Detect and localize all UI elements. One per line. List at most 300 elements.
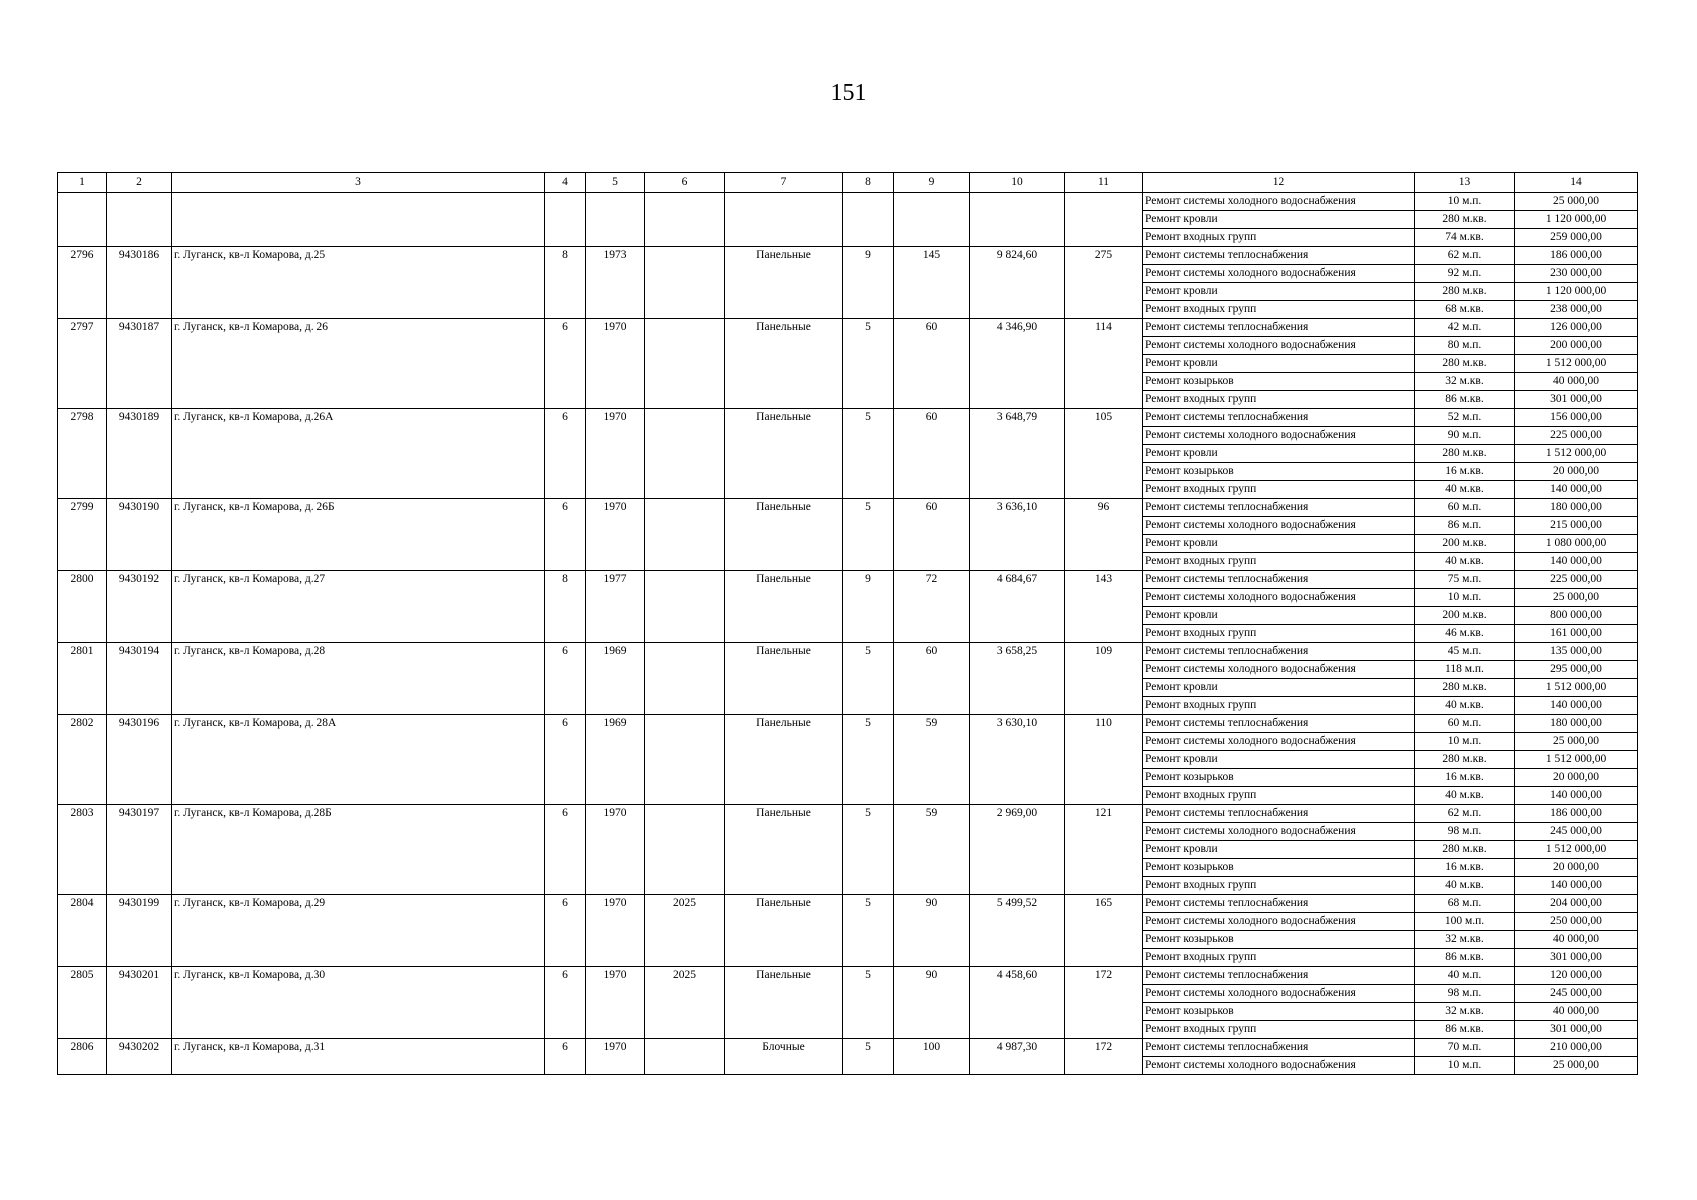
work-type-cell: Ремонт кровли: [1143, 445, 1415, 463]
work-volume-cell: 86 м.кв.: [1415, 391, 1515, 409]
year-built-cell: 1970: [586, 499, 645, 571]
work-cost-cell: 1 512 000,00: [1515, 841, 1638, 859]
work-cost-cell: 40 000,00: [1515, 931, 1638, 949]
column-header: 1: [58, 173, 107, 193]
building-code-cell: 9430192: [107, 571, 172, 643]
table-row: [58, 967, 1638, 985]
address-cell: г. Луганск, кв-л Комарова, д. 26Б: [172, 499, 545, 571]
work-cost-cell: 135 000,00: [1515, 643, 1638, 661]
work-cost-cell: 20 000,00: [1515, 769, 1638, 787]
work-type-cell: Ремонт входных групп: [1143, 1021, 1415, 1039]
work-volume-cell: 10 м.п.: [1415, 589, 1515, 607]
address-cell: г. Луганск, кв-л Комарова, д.28Б: [172, 805, 545, 895]
column-11-cell: 172: [1065, 1039, 1143, 1075]
wall-material-cell: Панельные: [725, 409, 843, 499]
work-cost-cell: 301 000,00: [1515, 949, 1638, 967]
work-cost-cell: 186 000,00: [1515, 805, 1638, 823]
work-volume-cell: 100 м.п.: [1415, 913, 1515, 931]
work-cost-cell: 1 512 000,00: [1515, 445, 1638, 463]
wall-material-cell: Панельные: [725, 895, 843, 967]
work-cost-cell: 250 000,00: [1515, 913, 1638, 931]
work-volume-cell: 16 м.кв.: [1415, 859, 1515, 877]
column-6-cell: [645, 1039, 725, 1075]
work-cost-cell: 301 000,00: [1515, 391, 1638, 409]
work-volume-cell: 280 м.кв.: [1415, 283, 1515, 301]
empty-cell: [58, 193, 107, 247]
area-cell: 3 636,10: [970, 499, 1065, 571]
empty-cell: [894, 193, 970, 247]
work-type-cell: Ремонт системы холодного водоснабжения: [1143, 1057, 1415, 1075]
work-volume-cell: 40 м.кв.: [1415, 553, 1515, 571]
empty-cell: [970, 193, 1065, 247]
work-volume-cell: 40 м.кв.: [1415, 877, 1515, 895]
address-cell: г. Луганск, кв-л Комарова, д. 28А: [172, 715, 545, 805]
column-9-cell: 90: [894, 967, 970, 1039]
floors-cell: 5: [843, 895, 894, 967]
row-number-cell: 2796: [58, 247, 107, 319]
column-9-cell: 60: [894, 409, 970, 499]
work-volume-cell: 90 м.п.: [1415, 427, 1515, 445]
address-cell: г. Луганск, кв-л Комарова, д.31: [172, 1039, 545, 1075]
work-type-cell: Ремонт козырьков: [1143, 1003, 1415, 1021]
work-volume-cell: 75 м.п.: [1415, 571, 1515, 589]
row-number-cell: 2797: [58, 319, 107, 409]
work-volume-cell: 16 м.кв.: [1415, 463, 1515, 481]
work-cost-cell: 140 000,00: [1515, 553, 1638, 571]
work-volume-cell: 86 м.кв.: [1415, 949, 1515, 967]
work-volume-cell: 280 м.кв.: [1415, 751, 1515, 769]
work-cost-cell: 25 000,00: [1515, 1057, 1638, 1075]
floors-cell: 5: [843, 319, 894, 409]
column-11-cell: 143: [1065, 571, 1143, 643]
work-type-cell: Ремонт кровли: [1143, 283, 1415, 301]
work-volume-cell: 62 м.п.: [1415, 805, 1515, 823]
area-cell: 4 346,90: [970, 319, 1065, 409]
area-cell: 9 824,60: [970, 247, 1065, 319]
column-header: 9: [894, 173, 970, 193]
floors-cell: 5: [843, 643, 894, 715]
row-number-cell: 2804: [58, 895, 107, 967]
column-4-cell: 6: [545, 1039, 586, 1075]
building-code-cell: 9430202: [107, 1039, 172, 1075]
area-cell: 5 499,52: [970, 895, 1065, 967]
column-number-header-row: [58, 173, 1638, 193]
work-type-cell: Ремонт системы холодного водоснабжения: [1143, 913, 1415, 931]
row-number-cell: 2800: [58, 571, 107, 643]
building-code-cell: 9430187: [107, 319, 172, 409]
work-type-cell: Ремонт входных групп: [1143, 301, 1415, 319]
table-row: [58, 409, 1638, 427]
capital-repair-table: [57, 172, 1638, 1075]
work-cost-cell: 25 000,00: [1515, 589, 1638, 607]
area-cell: 3 630,10: [970, 715, 1065, 805]
column-11-cell: 110: [1065, 715, 1143, 805]
work-volume-cell: 68 м.п.: [1415, 895, 1515, 913]
work-type-cell: Ремонт системы теплоснабжения: [1143, 643, 1415, 661]
wall-material-cell: Панельные: [725, 643, 843, 715]
area-cell: 4 987,30: [970, 1039, 1065, 1075]
work-cost-cell: 225 000,00: [1515, 571, 1638, 589]
work-type-cell: Ремонт системы холодного водоснабжения: [1143, 823, 1415, 841]
work-type-cell: Ремонт системы холодного водоснабжения: [1143, 517, 1415, 535]
work-volume-cell: 32 м.кв.: [1415, 373, 1515, 391]
work-cost-cell: 140 000,00: [1515, 787, 1638, 805]
work-volume-cell: 92 м.п.: [1415, 265, 1515, 283]
column-4-cell: 8: [545, 247, 586, 319]
address-cell: г. Луганск, кв-л Комарова, д.29: [172, 895, 545, 967]
column-4-cell: 8: [545, 571, 586, 643]
table-row: [58, 319, 1638, 337]
work-cost-cell: 1 120 000,00: [1515, 211, 1638, 229]
table-row: [58, 247, 1638, 265]
work-volume-cell: 40 м.кв.: [1415, 787, 1515, 805]
work-cost-cell: 180 000,00: [1515, 715, 1638, 733]
work-type-cell: Ремонт входных групп: [1143, 625, 1415, 643]
row-number-cell: 2806: [58, 1039, 107, 1075]
work-type-cell: Ремонт входных групп: [1143, 391, 1415, 409]
work-type-cell: Ремонт системы теплоснабжения: [1143, 715, 1415, 733]
work-type-cell: Ремонт системы холодного водоснабжения: [1143, 427, 1415, 445]
column-9-cell: 60: [894, 643, 970, 715]
year-built-cell: 1977: [586, 571, 645, 643]
column-11-cell: 275: [1065, 247, 1143, 319]
work-volume-cell: 40 м.кв.: [1415, 697, 1515, 715]
work-volume-cell: 60 м.п.: [1415, 715, 1515, 733]
column-header: 14: [1515, 173, 1638, 193]
work-type-cell: Ремонт кровли: [1143, 535, 1415, 553]
column-4-cell: 6: [545, 895, 586, 967]
building-code-cell: 9430199: [107, 895, 172, 967]
row-number-cell: 2802: [58, 715, 107, 805]
work-volume-cell: 60 м.п.: [1415, 499, 1515, 517]
table-row: [58, 499, 1638, 517]
column-header: 6: [645, 173, 725, 193]
address-cell: г. Луганск, кв-л Комарова, д.27: [172, 571, 545, 643]
work-cost-cell: 295 000,00: [1515, 661, 1638, 679]
work-volume-cell: 16 м.кв.: [1415, 769, 1515, 787]
wall-material-cell: Панельные: [725, 715, 843, 805]
work-type-cell: Ремонт системы холодного водоснабжения: [1143, 193, 1415, 211]
address-cell: г. Луганск, кв-л Комарова, д.28: [172, 643, 545, 715]
column-9-cell: 59: [894, 805, 970, 895]
year-built-cell: 1970: [586, 967, 645, 1039]
column-4-cell: 6: [545, 643, 586, 715]
empty-cell: [545, 193, 586, 247]
work-cost-cell: 800 000,00: [1515, 607, 1638, 625]
work-type-cell: Ремонт кровли: [1143, 841, 1415, 859]
row-number-cell: 2803: [58, 805, 107, 895]
work-type-cell: Ремонт козырьков: [1143, 931, 1415, 949]
work-cost-cell: 40 000,00: [1515, 1003, 1638, 1021]
row-number-cell: 2805: [58, 967, 107, 1039]
table-row: [58, 571, 1638, 589]
work-cost-cell: 230 000,00: [1515, 265, 1638, 283]
column-6-cell: [645, 319, 725, 409]
column-6-cell: [645, 643, 725, 715]
work-volume-cell: 32 м.кв.: [1415, 1003, 1515, 1021]
work-type-cell: Ремонт системы теплоснабжения: [1143, 571, 1415, 589]
year-built-cell: 1970: [586, 319, 645, 409]
column-4-cell: 6: [545, 715, 586, 805]
work-volume-cell: 98 м.п.: [1415, 985, 1515, 1003]
address-cell: г. Луганск, кв-л Комарова, д.25: [172, 247, 545, 319]
work-volume-cell: 45 м.п.: [1415, 643, 1515, 661]
row-number-cell: 2801: [58, 643, 107, 715]
column-4-cell: 6: [545, 967, 586, 1039]
wall-material-cell: Панельные: [725, 499, 843, 571]
column-11-cell: 105: [1065, 409, 1143, 499]
column-header: 10: [970, 173, 1065, 193]
column-header: 3: [172, 173, 545, 193]
year-built-cell: 1969: [586, 715, 645, 805]
work-type-cell: Ремонт системы теплоснабжения: [1143, 409, 1415, 427]
work-volume-cell: 280 м.кв.: [1415, 211, 1515, 229]
column-6-cell: [645, 499, 725, 571]
work-type-cell: Ремонт системы холодного водоснабжения: [1143, 733, 1415, 751]
building-code-cell: 9430186: [107, 247, 172, 319]
work-volume-cell: 200 м.кв.: [1415, 607, 1515, 625]
work-cost-cell: 1 512 000,00: [1515, 355, 1638, 373]
work-cost-cell: 238 000,00: [1515, 301, 1638, 319]
table-row: [58, 895, 1638, 913]
building-code-cell: 9430201: [107, 967, 172, 1039]
column-header: 8: [843, 173, 894, 193]
work-cost-cell: 140 000,00: [1515, 697, 1638, 715]
wall-material-cell: Блочные: [725, 1039, 843, 1075]
work-type-cell: Ремонт системы теплоснабжения: [1143, 895, 1415, 913]
column-6-cell: [645, 715, 725, 805]
work-cost-cell: 140 000,00: [1515, 481, 1638, 499]
building-code-cell: 9430190: [107, 499, 172, 571]
work-cost-cell: 161 000,00: [1515, 625, 1638, 643]
work-type-cell: Ремонт входных групп: [1143, 553, 1415, 571]
column-4-cell: 6: [545, 499, 586, 571]
empty-cell: [107, 193, 172, 247]
work-cost-cell: 245 000,00: [1515, 985, 1638, 1003]
work-type-cell: Ремонт входных групп: [1143, 697, 1415, 715]
address-cell: г. Луганск, кв-л Комарова, д. 26: [172, 319, 545, 409]
work-cost-cell: 245 000,00: [1515, 823, 1638, 841]
work-cost-cell: 126 000,00: [1515, 319, 1638, 337]
work-volume-cell: 10 м.п.: [1415, 193, 1515, 211]
column-6-cell: 2025: [645, 967, 725, 1039]
column-6-cell: [645, 409, 725, 499]
work-volume-cell: 40 м.п.: [1415, 967, 1515, 985]
floors-cell: 5: [843, 499, 894, 571]
empty-cell: [725, 193, 843, 247]
column-header: 7: [725, 173, 843, 193]
work-type-cell: Ремонт кровли: [1143, 679, 1415, 697]
empty-cell: [586, 193, 645, 247]
floors-cell: 5: [843, 805, 894, 895]
floors-cell: 5: [843, 1039, 894, 1075]
work-cost-cell: 25 000,00: [1515, 193, 1638, 211]
work-cost-cell: 20 000,00: [1515, 463, 1638, 481]
table-row: [58, 643, 1638, 661]
table-row: [58, 1039, 1638, 1057]
work-volume-cell: 86 м.кв.: [1415, 1021, 1515, 1039]
row-number-cell: 2798: [58, 409, 107, 499]
area-cell: 4 684,67: [970, 571, 1065, 643]
wall-material-cell: Панельные: [725, 805, 843, 895]
work-volume-cell: 46 м.кв.: [1415, 625, 1515, 643]
work-type-cell: Ремонт системы холодного водоснабжения: [1143, 589, 1415, 607]
work-cost-cell: 186 000,00: [1515, 247, 1638, 265]
year-built-cell: 1970: [586, 895, 645, 967]
empty-cell: [843, 193, 894, 247]
area-cell: 3 648,79: [970, 409, 1065, 499]
floors-cell: 5: [843, 409, 894, 499]
building-code-cell: 9430196: [107, 715, 172, 805]
work-volume-cell: 280 м.кв.: [1415, 445, 1515, 463]
year-built-cell: 1970: [586, 1039, 645, 1075]
work-volume-cell: 52 м.п.: [1415, 409, 1515, 427]
column-6-cell: [645, 247, 725, 319]
table-row: [58, 715, 1638, 733]
column-11-cell: 165: [1065, 895, 1143, 967]
work-type-cell: Ремонт кровли: [1143, 751, 1415, 769]
work-type-cell: Ремонт кровли: [1143, 211, 1415, 229]
work-volume-cell: 10 м.п.: [1415, 733, 1515, 751]
work-cost-cell: 1 512 000,00: [1515, 679, 1638, 697]
work-cost-cell: 180 000,00: [1515, 499, 1638, 517]
column-header: 13: [1415, 173, 1515, 193]
column-11-cell: 96: [1065, 499, 1143, 571]
year-built-cell: 1970: [586, 409, 645, 499]
year-built-cell: 1973: [586, 247, 645, 319]
column-9-cell: 59: [894, 715, 970, 805]
area-cell: 3 658,25: [970, 643, 1065, 715]
column-9-cell: 72: [894, 571, 970, 643]
column-header: 5: [586, 173, 645, 193]
empty-cell: [172, 193, 545, 247]
work-type-cell: Ремонт системы холодного водоснабжения: [1143, 661, 1415, 679]
work-type-cell: Ремонт входных групп: [1143, 787, 1415, 805]
column-9-cell: 100: [894, 1039, 970, 1075]
work-cost-cell: 1 080 000,00: [1515, 535, 1638, 553]
work-type-cell: Ремонт козырьков: [1143, 373, 1415, 391]
work-volume-cell: 280 м.кв.: [1415, 355, 1515, 373]
work-cost-cell: 1 120 000,00: [1515, 283, 1638, 301]
wall-material-cell: Панельные: [725, 967, 843, 1039]
work-cost-cell: 200 000,00: [1515, 337, 1638, 355]
work-type-cell: Ремонт козырьков: [1143, 859, 1415, 877]
work-type-cell: Ремонт входных групп: [1143, 877, 1415, 895]
work-type-cell: Ремонт кровли: [1143, 607, 1415, 625]
address-cell: г. Луганск, кв-л Комарова, д.30: [172, 967, 545, 1039]
work-volume-cell: 280 м.кв.: [1415, 841, 1515, 859]
work-volume-cell: 62 м.п.: [1415, 247, 1515, 265]
column-6-cell: [645, 571, 725, 643]
year-built-cell: 1969: [586, 643, 645, 715]
continuation-row: [58, 193, 1638, 211]
column-11-cell: 114: [1065, 319, 1143, 409]
work-cost-cell: 1 512 000,00: [1515, 751, 1638, 769]
table-body: [58, 193, 1638, 1075]
work-volume-cell: 86 м.п.: [1415, 517, 1515, 535]
address-cell: г. Луганск, кв-л Комарова, д.26А: [172, 409, 545, 499]
work-type-cell: Ремонт козырьков: [1143, 769, 1415, 787]
work-cost-cell: 215 000,00: [1515, 517, 1638, 535]
work-cost-cell: 156 000,00: [1515, 409, 1638, 427]
column-4-cell: 6: [545, 805, 586, 895]
column-4-cell: 6: [545, 319, 586, 409]
work-cost-cell: 25 000,00: [1515, 733, 1638, 751]
building-code-cell: 9430189: [107, 409, 172, 499]
floors-cell: 5: [843, 715, 894, 805]
column-9-cell: 90: [894, 895, 970, 967]
work-cost-cell: 301 000,00: [1515, 1021, 1638, 1039]
work-volume-cell: 98 м.п.: [1415, 823, 1515, 841]
column-11-cell: 109: [1065, 643, 1143, 715]
work-cost-cell: 210 000,00: [1515, 1039, 1638, 1057]
column-header: 12: [1143, 173, 1415, 193]
work-volume-cell: 80 м.п.: [1415, 337, 1515, 355]
work-volume-cell: 10 м.п.: [1415, 1057, 1515, 1075]
wall-material-cell: Панельные: [725, 247, 843, 319]
work-volume-cell: 74 м.кв.: [1415, 229, 1515, 247]
work-type-cell: Ремонт системы теплоснабжения: [1143, 805, 1415, 823]
work-cost-cell: 204 000,00: [1515, 895, 1638, 913]
year-built-cell: 1970: [586, 805, 645, 895]
work-type-cell: Ремонт кровли: [1143, 355, 1415, 373]
wall-material-cell: Панельные: [725, 571, 843, 643]
column-4-cell: 6: [545, 409, 586, 499]
work-type-cell: Ремонт системы теплоснабжения: [1143, 499, 1415, 517]
work-type-cell: Ремонт системы холодного водоснабжения: [1143, 337, 1415, 355]
column-6-cell: [645, 805, 725, 895]
wall-material-cell: Панельные: [725, 319, 843, 409]
row-number-cell: 2799: [58, 499, 107, 571]
column-11-cell: 172: [1065, 967, 1143, 1039]
work-cost-cell: 140 000,00: [1515, 877, 1638, 895]
work-cost-cell: 225 000,00: [1515, 427, 1638, 445]
building-code-cell: 9430197: [107, 805, 172, 895]
work-type-cell: Ремонт козырьков: [1143, 463, 1415, 481]
work-cost-cell: 40 000,00: [1515, 373, 1638, 391]
column-11-cell: 121: [1065, 805, 1143, 895]
floors-cell: 9: [843, 247, 894, 319]
work-volume-cell: 42 м.п.: [1415, 319, 1515, 337]
work-volume-cell: 280 м.кв.: [1415, 679, 1515, 697]
area-cell: 2 969,00: [970, 805, 1065, 895]
column-6-cell: 2025: [645, 895, 725, 967]
work-type-cell: Ремонт системы холодного водоснабжения: [1143, 265, 1415, 283]
work-cost-cell: 120 000,00: [1515, 967, 1638, 985]
column-header: 11: [1065, 173, 1143, 193]
empty-cell: [645, 193, 725, 247]
page-number: 151: [830, 80, 867, 106]
work-volume-cell: 32 м.кв.: [1415, 931, 1515, 949]
floors-cell: 5: [843, 967, 894, 1039]
work-type-cell: Ремонт системы холодного водоснабжения: [1143, 985, 1415, 1003]
building-code-cell: 9430194: [107, 643, 172, 715]
work-type-cell: Ремонт входных групп: [1143, 481, 1415, 499]
work-type-cell: Ремонт системы теплоснабжения: [1143, 1039, 1415, 1057]
work-volume-cell: 70 м.п.: [1415, 1039, 1515, 1057]
work-volume-cell: 68 м.кв.: [1415, 301, 1515, 319]
work-type-cell: Ремонт входных групп: [1143, 229, 1415, 247]
work-volume-cell: 118 м.п.: [1415, 661, 1515, 679]
column-header: 4: [545, 173, 586, 193]
area-cell: 4 458,60: [970, 967, 1065, 1039]
column-9-cell: 60: [894, 499, 970, 571]
work-type-cell: Ремонт системы теплоснабжения: [1143, 319, 1415, 337]
work-type-cell: Ремонт системы теплоснабжения: [1143, 967, 1415, 985]
work-cost-cell: 20 000,00: [1515, 859, 1638, 877]
work-cost-cell: 259 000,00: [1515, 229, 1638, 247]
column-header: 2: [107, 173, 172, 193]
